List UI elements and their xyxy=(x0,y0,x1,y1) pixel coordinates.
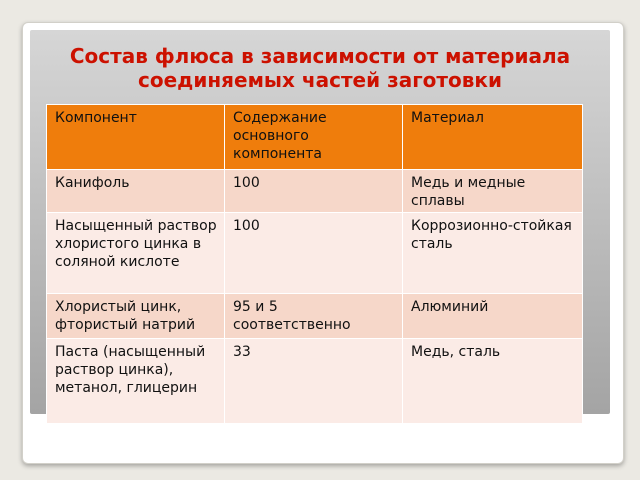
flux-composition-table xyxy=(46,104,583,424)
header-component: Компонент xyxy=(47,105,225,170)
cell-component: Канифоль xyxy=(47,170,225,213)
cell-content: 100 xyxy=(225,170,403,213)
table-header-row xyxy=(47,105,583,170)
slide-title xyxy=(30,44,610,92)
table-row xyxy=(47,213,583,294)
cell-material: Медь, сталь xyxy=(403,339,583,424)
cell-component: Паста (насыщенный раствор цинка), метанол, глицерин xyxy=(47,339,225,424)
table-row xyxy=(47,170,583,213)
cell-material: Алюминий xyxy=(403,294,583,339)
cell-material: Коррозионно-стойкая сталь xyxy=(403,213,583,294)
slide-title-line-1: Состав флюса в зависимости от материала xyxy=(69,44,571,68)
cell-content: 100 xyxy=(225,213,403,294)
table-row xyxy=(47,294,583,339)
cell-content: 95 и 5 соответственно xyxy=(225,294,403,339)
table-row xyxy=(47,339,583,424)
cell-material: Медь и медные сплавы xyxy=(403,170,583,213)
slide-title-line-2: соединяемых частей заготовки xyxy=(138,68,502,92)
cell-component: Хлористый цинк, фтористый натрий xyxy=(47,294,225,339)
cell-component: Насыщенный раствор хлористого цинка в соляной кислоте xyxy=(47,213,225,294)
header-material: Материал xyxy=(403,105,583,170)
header-content: Содержание основного компонента xyxy=(225,105,403,170)
cell-content: 33 xyxy=(225,339,403,424)
